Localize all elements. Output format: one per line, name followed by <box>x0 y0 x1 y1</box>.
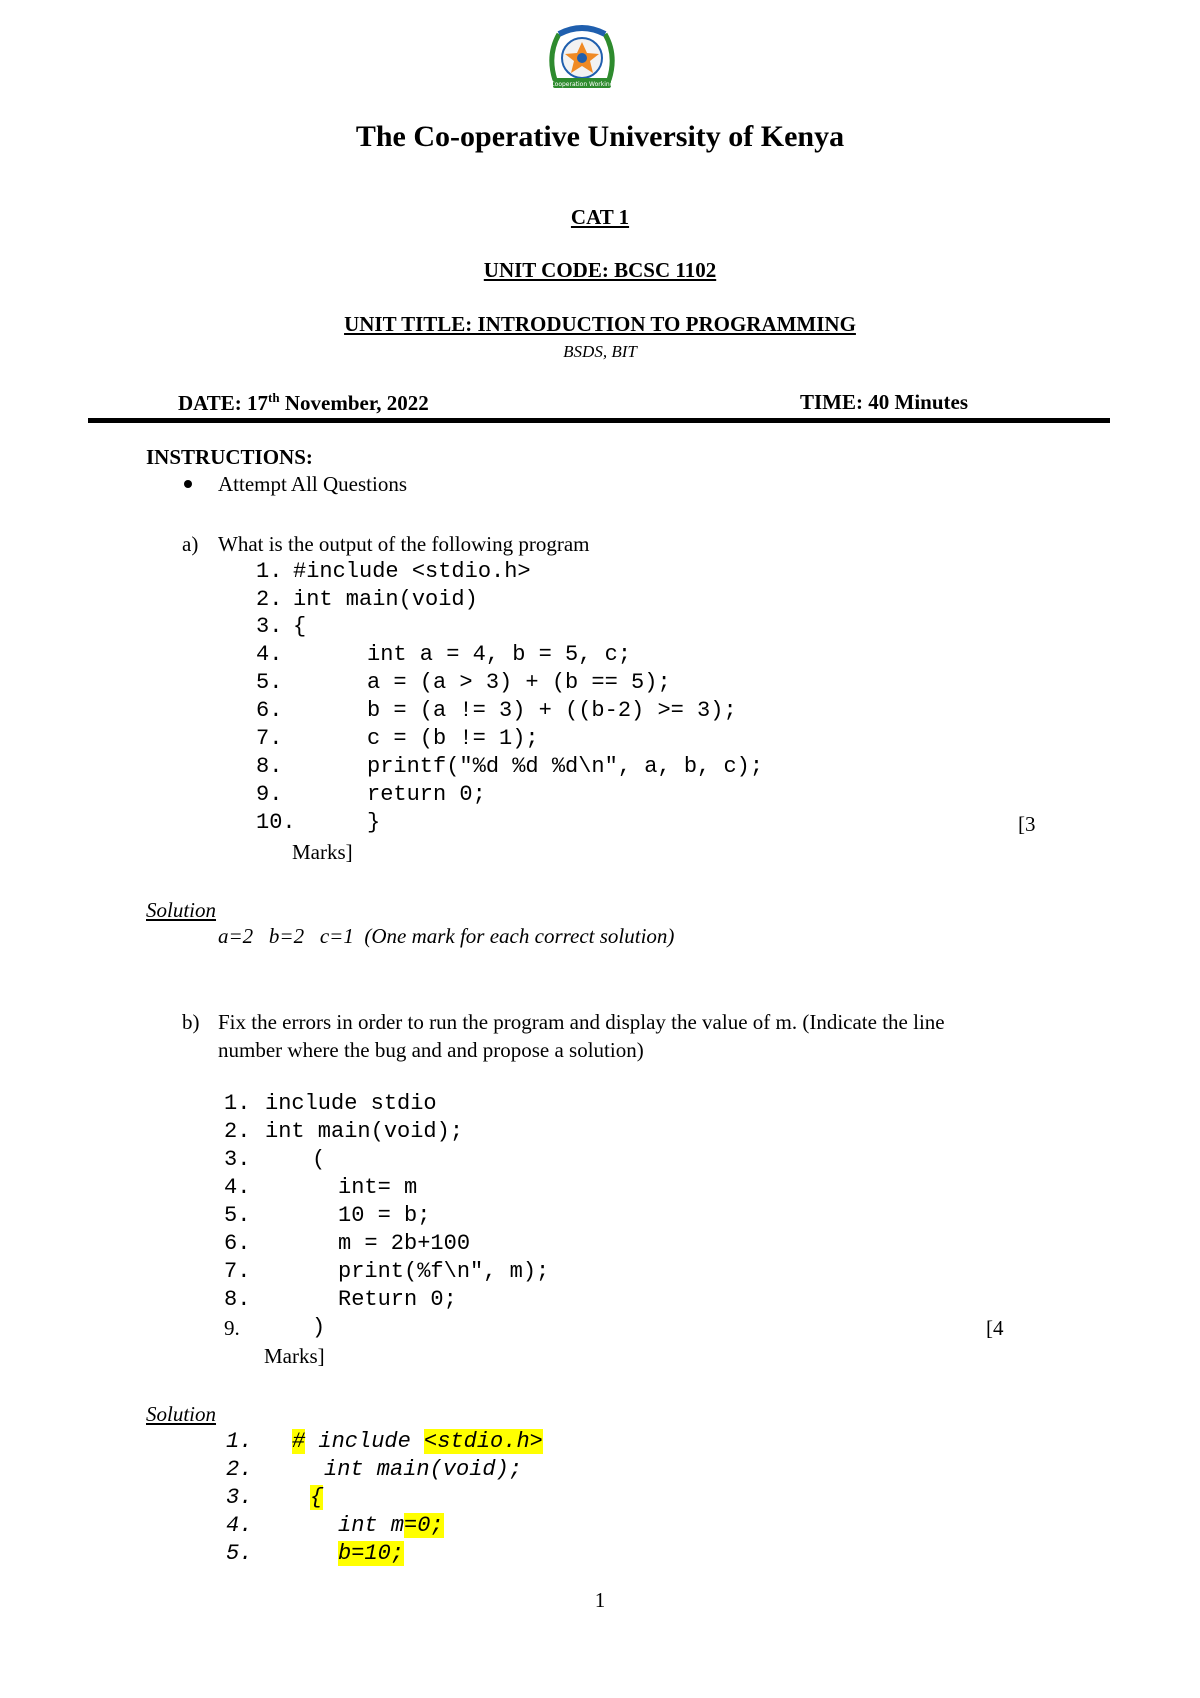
code-line-number: 4. <box>256 642 283 667</box>
code-line-number: 3. <box>224 1147 251 1172</box>
code-line: Return 0; <box>338 1287 457 1312</box>
question-b-marks: [4 <box>986 1316 1004 1340</box>
code-line: { <box>293 614 307 639</box>
code-line: return 0; <box>367 782 486 807</box>
code-line: #include <stdio.h> <box>293 559 531 584</box>
solution-a-text: a=2 b=2 c=1 (One mark for each correct solution) <box>218 924 675 948</box>
code-line-number: 8. <box>256 754 283 779</box>
code-line-number: 3. <box>256 614 283 639</box>
solution-line: { <box>310 1485 324 1510</box>
unit-code: UNIT CODE: BCSC 1102 <box>483 258 717 282</box>
code-line: printf("%d %d %d\n", a, b, c); <box>367 754 764 779</box>
solution-line-number: 5. <box>226 1541 253 1566</box>
code-line-number: 5. <box>256 670 283 695</box>
question-a-marks-label: Marks] <box>292 840 353 864</box>
code-line: ( <box>312 1147 326 1172</box>
solution-line-number: 4. <box>226 1513 253 1538</box>
code-line: include stdio <box>265 1091 437 1116</box>
code-line-number: 7. <box>256 726 283 751</box>
solution-line-number: 3. <box>226 1485 253 1510</box>
question-a-text: What is the output of the following program <box>218 532 590 556</box>
code-line: } <box>367 810 381 835</box>
solution-a-label: Solution <box>146 898 217 922</box>
code-line-number: 2. <box>224 1119 251 1144</box>
solution-line: b=10; <box>338 1541 405 1566</box>
exam-date: DATE: 17th November, 2022 <box>178 390 429 415</box>
code-line-number: 5. <box>224 1203 251 1228</box>
code-line-number: 6. <box>224 1231 251 1256</box>
code-line: int main(void) <box>293 587 478 612</box>
code-line-number: 4. <box>224 1175 251 1200</box>
code-line: int a = 4, b = 5, c; <box>367 642 632 667</box>
code-line-number: 7. <box>224 1259 251 1284</box>
solution-b-label: Solution <box>146 1402 217 1426</box>
code-line: b = (a != 3) + ((b-2) >= 3); <box>367 698 737 723</box>
university-name: The Co-operative University of Kenya <box>355 120 845 153</box>
question-b-text-line1: Fix the errors in order to run the program and display the value of m. (Indicate the line <box>218 1010 945 1034</box>
solution-line-number: 2. <box>226 1457 253 1482</box>
instructions-heading: INSTRUCTIONS: <box>146 445 313 469</box>
code-line-number: 1. <box>224 1091 251 1116</box>
bullet-icon <box>184 480 192 488</box>
solution-line: # include <stdio.h> <box>292 1429 543 1454</box>
solution-line: int m=0; <box>338 1513 444 1538</box>
solution-line-number: 1. <box>226 1429 253 1454</box>
code-line: m = 2b+100 <box>338 1231 471 1256</box>
university-logo <box>545 20 619 96</box>
header-rule <box>88 418 1110 423</box>
code-line-number: 6. <box>256 698 283 723</box>
exam-time: TIME: 40 Minutes <box>800 390 968 414</box>
code-line: print(%f\n", m); <box>338 1259 550 1284</box>
question-a-label: a) <box>182 532 199 556</box>
code-line: ) <box>312 1315 326 1340</box>
page-number: 1 <box>594 1588 606 1612</box>
instruction-item: Attempt All Questions <box>218 472 407 496</box>
question-a-marks: [3 <box>1018 812 1036 836</box>
code-line: c = (b != 1); <box>367 726 539 751</box>
code-line-number: 9. <box>224 1316 240 1340</box>
solution-line: int main(void); <box>324 1457 523 1482</box>
cat-heading: CAT 1 <box>570 205 630 229</box>
code-line-number: 8. <box>224 1287 251 1312</box>
logo-motto: Cooperation Working <box>550 81 614 88</box>
unit-title: UNIT TITLE: INTRODUCTION TO PROGRAMMING <box>344 312 856 336</box>
code-line: a = (a > 3) + (b == 5); <box>367 670 671 695</box>
code-line: 10 = b; <box>338 1203 431 1228</box>
question-b-marks-label: Marks] <box>264 1344 325 1368</box>
code-line-number: 10. <box>256 810 296 835</box>
question-b-label: b) <box>182 1010 200 1034</box>
programmes: BSDS, BIT <box>563 342 637 361</box>
code-line-number: 2. <box>256 587 283 612</box>
code-line: int main(void); <box>265 1119 464 1144</box>
question-b-text-line2: number where the bug and and propose a solution) <box>218 1038 644 1062</box>
code-line-number: 9. <box>256 782 283 807</box>
code-line-number: 1. <box>256 559 283 584</box>
code-line: int= m <box>338 1175 418 1200</box>
